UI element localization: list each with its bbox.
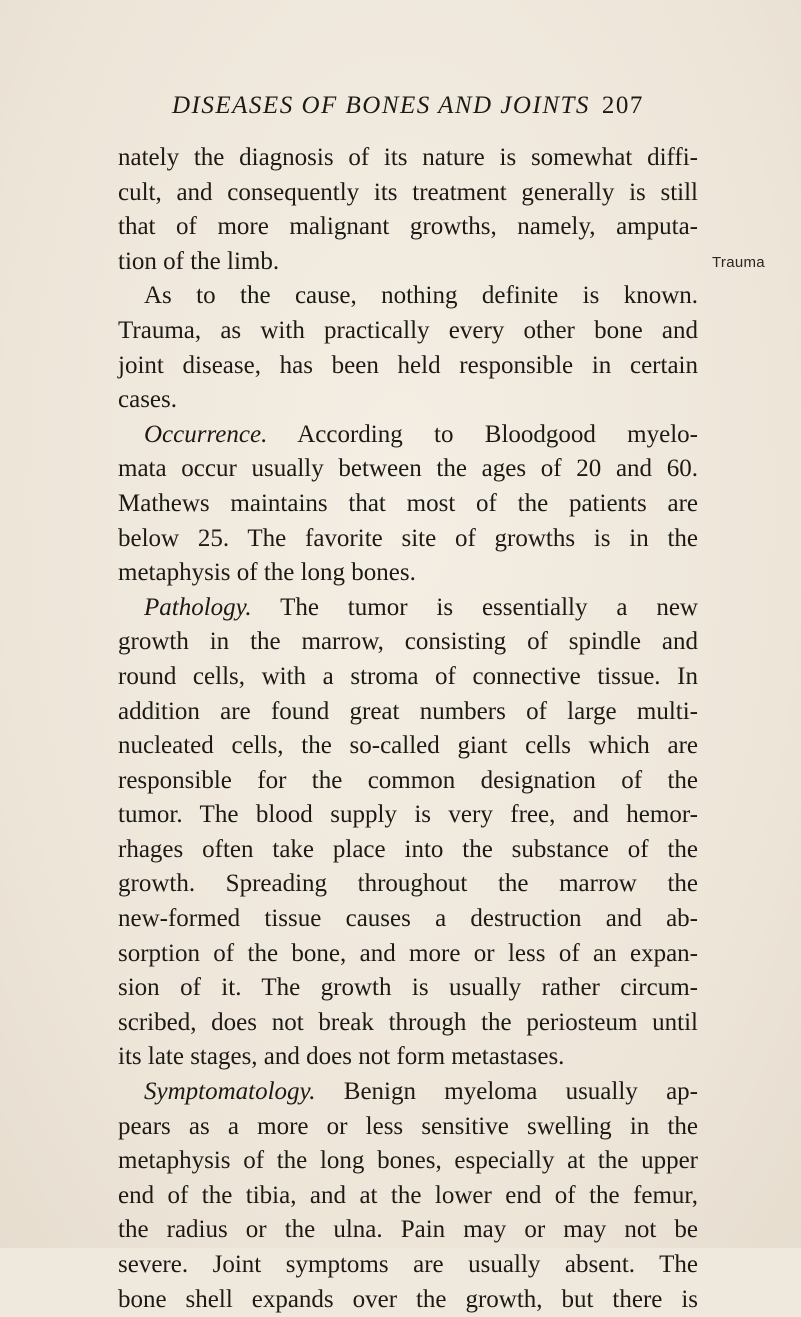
running-head-title: DISEASES OF BONES AND JOINTS [172,92,590,119]
body-text [118,141,698,1317]
text-line: nucleated cells, the so-called giant cells which are [118,732,698,760]
text-line: cases. [118,386,177,414]
text-line: the radius or the ulna. Pain may or may not be [118,1216,698,1244]
section-heading-occurrence: Occurrence. [144,420,268,448]
text-line [118,591,698,626]
text-line: rhages often take place into the substance of the [118,835,698,863]
text-line: cult, and consequently its treatment generally is still [118,178,698,206]
text-line: round cells, with a stroma of connective tissue. In [118,662,698,690]
text-line: sion of it. The growth is usually rather circum- [118,974,698,1002]
text-line: bone shell expands over the growth, but there is [118,1285,698,1313]
marginal-note: Trauma [712,254,765,271]
text-line: growth in the marrow, consisting of spindle and [118,628,698,656]
text-line: Mathews maintains that most of the patients are [118,489,698,517]
text-line: addition are found great numbers of large multi- [118,697,698,725]
text-line: scribed, does not break through the periosteum until [118,1008,698,1036]
text-line: below 25. The favorite site of growths is in the [118,524,698,552]
text-line-rest: The tumor is essentially a new [251,593,698,621]
text-line-rest: According to Bloodgood myelo- [267,420,698,448]
section-heading-pathology: Pathology. [144,593,252,621]
page-number: 207 [601,92,644,119]
running-head [172,92,692,120]
text-line [118,1075,698,1110]
text-line-rest: Benign myeloma usually ap- [315,1078,698,1106]
text-line: tion of the limb. [118,247,280,275]
text-line [118,418,698,453]
text-line: severe. Joint symptoms are usually absent. The [118,1251,698,1278]
text-line: end of the tibia, and at the lower end of the femur, [118,1181,698,1209]
text-line: responsible for the common designation of the [118,766,698,794]
text-line: mata occur usually between the ages of 20 and 60. [118,455,698,483]
text-line: new-formed tissue causes a destruction and ab- [118,905,698,933]
text-line: As to the cause, nothing definite is known. [144,282,698,310]
text-line: tumor. The blood supply is very free, and hemor- [118,801,698,829]
text-line: nately the diagnosis of its nature is somewhat diffi- [118,144,698,171]
text-line: Trauma, as with practically every other bone and [118,316,698,344]
section-heading-symptomatology: Symptomatology. [144,1078,316,1106]
text-line: growth. Spreading throughout the marrow the [118,870,698,898]
text-line: metaphysis of the long bones. [118,559,416,587]
text-line: metaphysis of the long bones, especially at the upper [118,1147,698,1175]
text-line: sorption of the bone, and more or less of an expan- [118,939,698,967]
text-line: joint disease, has been held responsible in certain [118,351,698,379]
text-line: pears as a more or less sensitive swelling in the [118,1112,698,1140]
text-line: that of more malignant growths, namely, amputa- [118,213,698,241]
text-line: its late stages, and does not form metastases. [118,1043,565,1071]
